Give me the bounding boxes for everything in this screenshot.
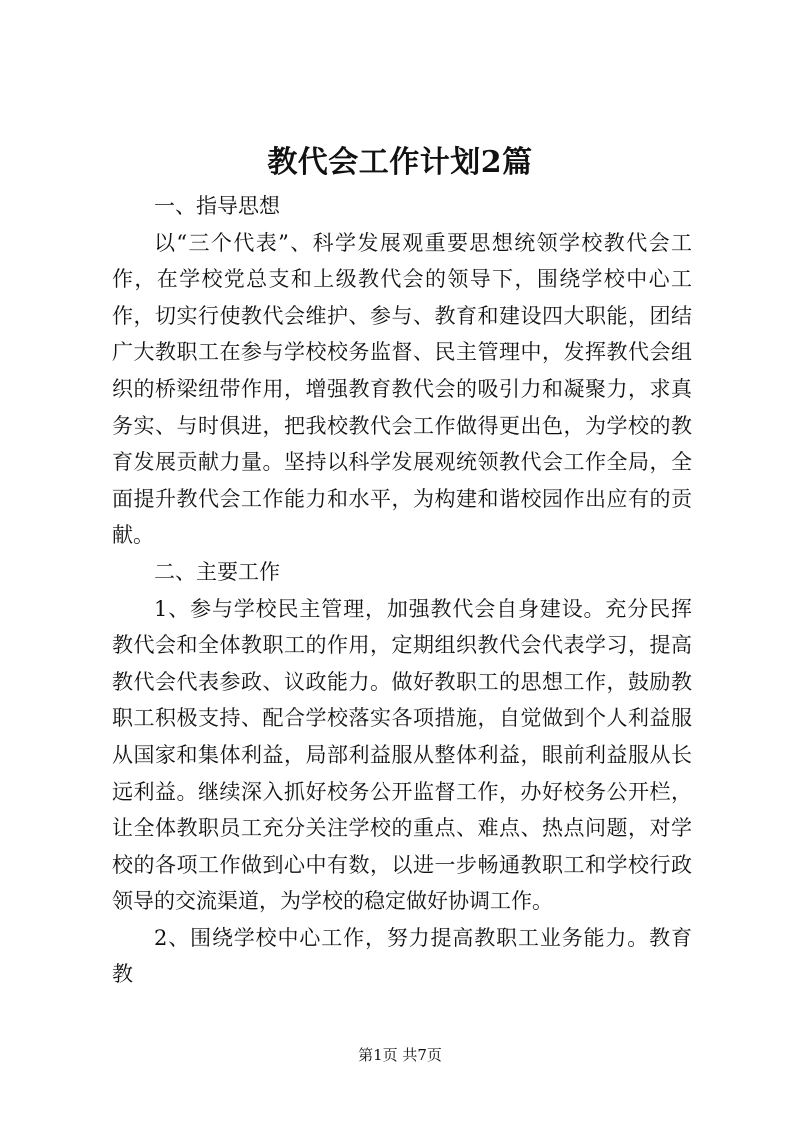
- paragraph-item-1: 1、参与学校民主管理，加强教代会自身建设。充分民挥教代会和全体教职工的作用，定期组织教代会代表学习，提高教代会代表参政、议政能力。做好教职工的思想工作，鼓励教职工积极支持、配合学校落实各项措施，自觉做到个人利益服从国家和集体利益，局部利益服从整体利益，眼前利益服从长远利益。继续深入抓好校务公开监督工作，办好校务公开栏，让全体教职员工充分关注学校的重点、难点、热点问题，对学校的各项工作做到心中有数，以进一步畅通教职工和学校行政领导的交流渠道，为学校的稳定做好协调工作。: [112, 596, 692, 914]
- document-title: 教代会工作计划2篇: [267, 145, 533, 180]
- paragraph-item-2: 2、围绕学校中心工作，努力提高教职工业务能力。教育教: [112, 925, 692, 987]
- paragraph-guiding-thought: 以“三个代表”、科学发展观重要思想统领学校教代会工作，在学校党总支和上级教代会的领导下，围绕学校中心工作，切实行使教代会维护、参与、教育和建设四大职能，团结广大教职工在参与学校校务监督、民主管理中，发挥教代会组织的桥梁纽带作用，增强教育教代会的吸引力和凝聚力，求真务实、与时俱进，把我校教代会工作做得更出色，为学校的教育发展贡献力量。坚持以科学发展观统领教代会工作全局，全面提升教代会工作能力和水平，为构建和谐校园作出应有的贡献。: [112, 230, 692, 548]
- heading-guiding-thought: 一、指导思想: [154, 194, 280, 218]
- document-body: [112, 188, 692, 993]
- heading-main-work: 二、主要工作: [154, 559, 280, 584]
- page-footer: 第1页 共7页: [358, 1046, 442, 1064]
